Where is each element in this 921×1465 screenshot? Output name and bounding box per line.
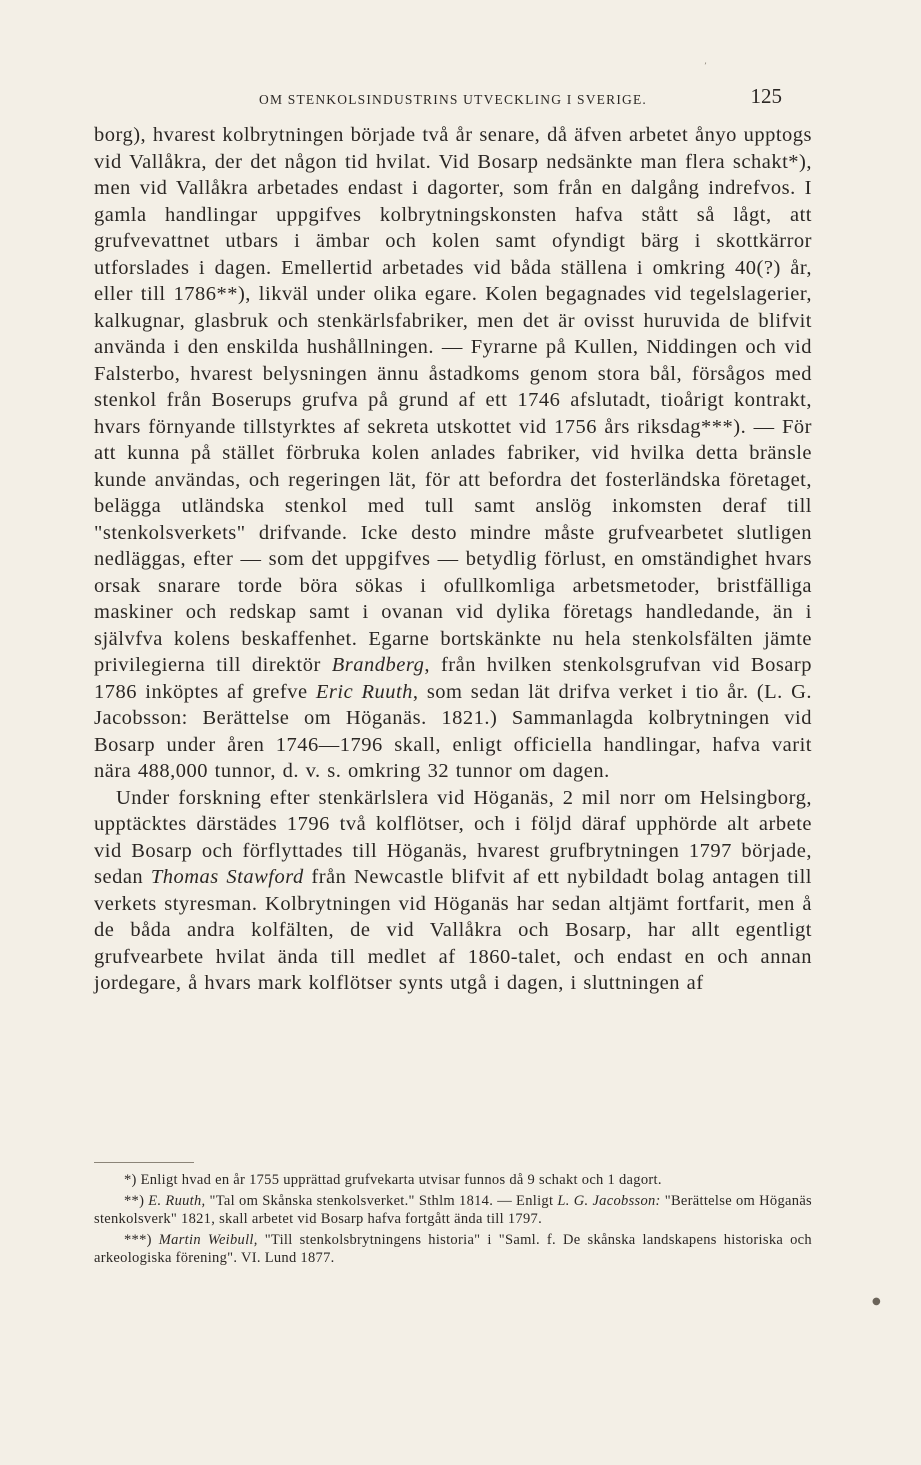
specimen-mark: ʼ	[704, 62, 707, 72]
footnote-divider	[94, 1162, 194, 1163]
footnotes	[94, 1171, 812, 1268]
footnote-3-author-weibull: Martin Weibull,	[158, 1231, 258, 1248]
person-name-thomas-stawford: Thomas Stawford	[150, 866, 304, 888]
body-paragraph	[94, 122, 812, 785]
body-text	[94, 122, 812, 997]
paragraph-1b-rest: , som sedan lät drifva verket i tio år. (L. G. Jacobsson: Berättelse om Höganäs. 1821.) Sammanlagda kolbrytningen vid Bosarp under åren 1746—1796 skall, enligt officiella handlingar, hafva varit nära 488,000 tunnor, d. v. s. omkring 32 tunnor om dagen.	[94, 680, 813, 782]
footnote-2-author-jacobsson: L. G. Jacobsson:	[557, 1192, 661, 1209]
person-name-eric-ruuth: Eric Ruuth	[315, 680, 413, 703]
paragraph-2-rest: från Newcastle blifvit af ett nybildadt bolag antagen till verkets styresman. Kolbrytningen vid Höganäs har sedan altjämt fortfarit, men å de båda andra kolfälten, de vid Vallåkra och Bosarp, har allt egentligt grufvearbete hvilat ända till medlet af 1860-talet, och endast en och annan jordegare, å hvars mark kolflötser synts utgå i dagen, i sluttningen af	[94, 866, 813, 994]
footnote-1: *) Enligt hvad en år 1755 upprättad grufvekarta utvisar funnos då 9 schakt och 1 dagort.	[124, 1172, 662, 1188]
page-number: 125	[750, 84, 782, 108]
bullet-mark-icon: ●	[872, 1296, 881, 1307]
paragraph-1b-mid: , från hvilken stenkolsgrufvan vid Bosarp 1786 inköptes af grefve	[94, 654, 812, 703]
paragraph-1b-prefix: Egarne bortskänkte nu hela stenkolsfälten jämte privilegierna till direktör	[94, 627, 812, 676]
footnote-3-rest: "Till stenkolsbrytningens historia" i "Saml. f. De skånska landskapens historiska och arkeologiska förening". VI. Lund 1877.	[94, 1231, 812, 1266]
footnote-3	[94, 1231, 812, 1268]
person-name-brandberg: Brandberg	[331, 654, 425, 676]
footnote-3-prefix: ***)	[124, 1231, 159, 1248]
paragraph-2-prefix: Under forskning efter stenkärlslera vid Höganäs, 2 mil norr om Helsingborg, upptäcktes därstädes 1796 två kolflötser, och i följd däraf upphörde alt arbete vid Bosarp och förflyttades till Höganäs, hvarest grufbrytningen 1797 började, sedan	[94, 786, 812, 888]
paragraph-1-text: borg), hvarest kolbrytningen började två år senare, då äfven arbetet ånyo upptogs vid Vallåkra, der det någon tid hvilat. Vid Bosarp nedsänkte man flera schakt*), men vid Vallåkra arbetades endast i dagorter, som från en dalgång indrefvos. I gamla handlingar uppgifves kolbrytningskonsten hafva stått så lågt, att grufvevattnet utbars i ämbar och kolen samt ofyndigt bärg i skottkärror utforslades i dagen. Emellertid arbetades vid båda ställena i omkring 40(?) år, eller till 1786**), likväl under olika egare. Kolen begagnades vid tegelslagerier, kalkugnar, glasbruk och stenkärlsfabriker, men det är ovisst huruvida de blifvit använda i den enskilda hushållningen. — Fyrarne på Kullen, Niddingen och vid Falsterbo, hvarest belysningen ännu åstadkoms genom stora bål, försågos med stenkol från Boserups grufva på grund af ett 1746 afslutadt, tioårigt kontrakt, hvars förnyande tillstyrktes af sekreta utskottet vid 1756 års riksdag***). — För att kunna på stället förbruka kolen anlades fabriker, vid hvilka detta bränsle kunde användas, och regeringen lät, för att befordra det fosterländska företaget, belägga utländska stenkol med tull samt anslög inkomsten deraf till "stenkolsverkets" drifvande. Icke desto mindre måste grufvearbetet slutligen nedläggas, efter — som det uppgifves — betydlig förlust, en omständighet hvars orsak snarare torde böra sökas i ofullkomliga arbetsmetoder, bristfälliga maskiner och redskap samt i ovanan vid dylika företags handledande, än i självfva kolens beskaffenhet.	[94, 124, 812, 650]
footnote-2-prefix: **)	[124, 1192, 149, 1209]
footnote-2-mid: "Tal om Skånska stenkolsverket." Sthlm 1814. — Enligt	[205, 1192, 558, 1209]
footnote-2-rest: "Berättelse om Höganäs stenkolsverk" 1821, skall arbetet vid Bosarp hafva fortgått ända till 1797.	[94, 1192, 812, 1227]
footnote-2	[94, 1192, 812, 1229]
running-head	[94, 84, 812, 114]
footnote-2-author-ruuth: E. Ruuth,	[148, 1192, 206, 1209]
body-paragraph	[94, 785, 812, 997]
running-title: OM STENKOLSINDUSTRINS UTVECKLING I SVERIGE.	[259, 92, 647, 107]
